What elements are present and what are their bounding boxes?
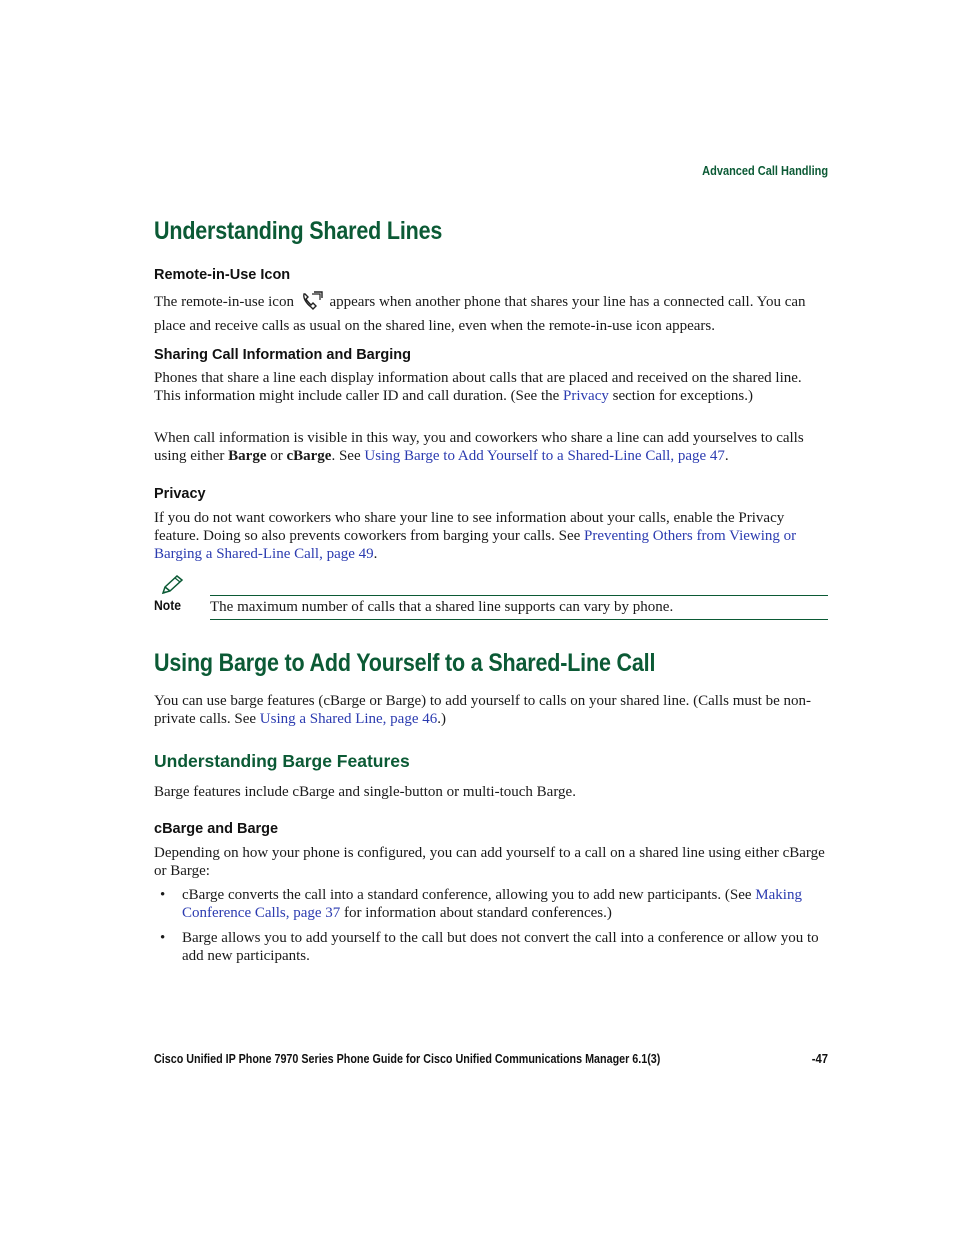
page-number: -47 bbox=[811, 1052, 828, 1066]
heading-remote-in-use: Remote-in-Use Icon bbox=[154, 267, 291, 283]
link-preventing-others[interactable]: Preventing Others from Viewing or Barging a Shared-Line Call, page 49 bbox=[154, 528, 797, 562]
section-title-shared-lines: Understanding Shared Lines bbox=[154, 217, 443, 245]
note-bottom-rule bbox=[210, 619, 828, 620]
note-top-rule bbox=[210, 595, 828, 596]
paragraph-remote-in-use: The remote-in-use icon appears when another phone that shares your line has a connected call. You can place and receive calls as usual on the shared line, even when the remote-in-use icon appears. bbox=[154, 290, 830, 335]
list-item: Barge allows you to add yourself to the call but does not convert the call into a conference or allow you to add new participants. bbox=[182, 930, 819, 964]
heading-sharing-call-info: Sharing Call Information and Barging bbox=[154, 347, 411, 363]
remote-in-use-phone-icon bbox=[300, 290, 324, 317]
link-making-conference-calls[interactable]: Making Conference Calls, page 37 bbox=[182, 887, 802, 921]
bullet-dot: • bbox=[160, 887, 166, 903]
link-using-shared-line[interactable]: Using a Shared Line, page 46 bbox=[259, 711, 438, 727]
link-privacy[interactable]: Privacy bbox=[563, 388, 609, 404]
heading-understanding-barge-features: Understanding Barge Features bbox=[154, 751, 410, 771]
footer-title: Cisco Unified IP Phone 7970 Series Phone Guide for Cisco Unified Communications Manager 6.1(3) bbox=[154, 1052, 661, 1066]
note-text: The maximum number of calls that a shared line supports can vary by phone. bbox=[210, 599, 674, 615]
link-using-barge[interactable]: Using Barge to Add Yourself to a Shared-Line Call, page 47 bbox=[364, 448, 725, 464]
paragraph-cbarge-intro: Depending on how your phone is configured, you can add yourself to a call on a shared line using either cBarge or Barge: bbox=[154, 845, 825, 879]
paragraph-privacy: If you do not want coworkers who share your line to see information about your calls, enable the Privacy feature. Doing so also prevents coworkers from barging your calls. See Preventing Others from Viewing or Barging a Shared-Line Call, page 49. bbox=[154, 510, 797, 562]
list-item: cBarge converts the call into a standard conference, allowing you to add new participants. (See Making Conference Calls, page 37 for information about standard conferences.) bbox=[182, 887, 802, 921]
bullet-dot: • bbox=[160, 930, 166, 946]
note-label: Note bbox=[154, 598, 181, 613]
paragraph-barge-intro: You can use barge features (cBarge or Barge) to add yourself to calls on your shared line. (Calls must be non-private calls. See Using a Shared Line, page 46.) bbox=[154, 693, 812, 727]
running-header: Advanced Call Handling bbox=[702, 164, 828, 178]
paragraph-sharing-1: Phones that share a line each display information about calls that are placed and received on the shared line. This information might include caller ID and call duration. (See the Privacy section for exceptions.) bbox=[154, 370, 802, 404]
section-title-using-barge: Using Barge to Add Yourself to a Shared-Line Call bbox=[154, 649, 656, 677]
paragraph-sharing-2: When call information is visible in this way, you and coworkers who share a line can add yourselves to calls using either Barge or cBarge. See Using Barge to Add Yourself to a Shared-Line Call, page 47. bbox=[154, 430, 804, 464]
heading-cbarge-and-barge: cBarge and Barge bbox=[154, 821, 279, 837]
heading-privacy: Privacy bbox=[154, 486, 206, 502]
pencil-note-icon bbox=[160, 574, 186, 601]
paragraph-barge-features: Barge features include cBarge and single-button or multi-touch Barge. bbox=[154, 784, 576, 800]
